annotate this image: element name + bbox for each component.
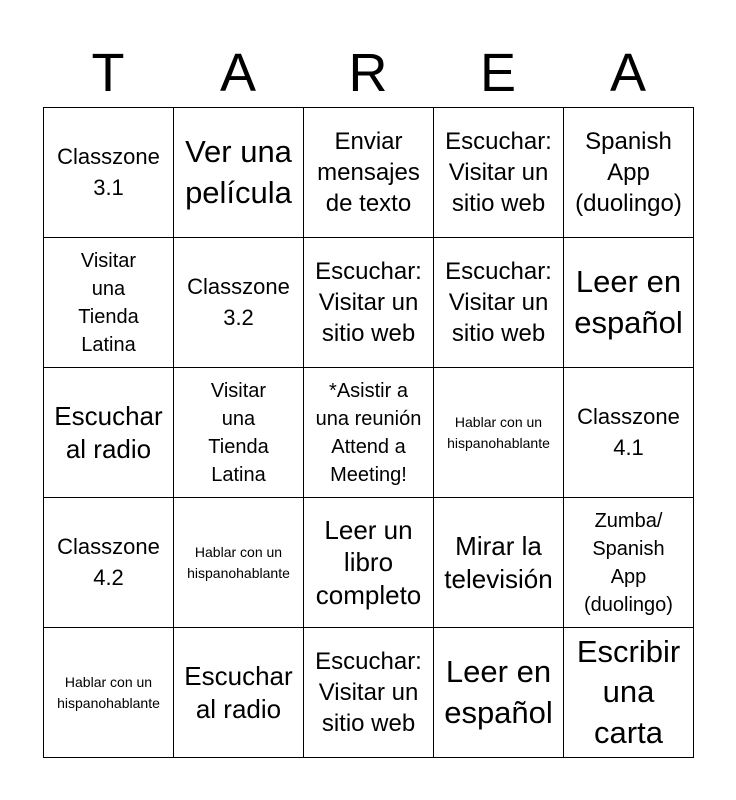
- cell-text: Zumba/ Spanish App (duolingo): [584, 509, 673, 616]
- header-letter-t: T: [91, 43, 125, 103]
- cell-text: Visitar una Tienda Latina: [78, 249, 139, 356]
- bingo-cell-r1c4: [434, 108, 564, 238]
- bingo-cell-r3c3: [304, 368, 434, 498]
- bingo-cell-r1c1: [44, 108, 174, 238]
- cell-text: Visitar una Tienda Latina: [208, 379, 269, 486]
- cell-text: Escuchar al radio: [184, 661, 293, 724]
- bingo-cell-r5c4: [434, 628, 564, 758]
- bingo-cell-r4c4: [434, 498, 564, 628]
- bingo-header: [43, 40, 693, 106]
- cell-text: Leer en español: [574, 264, 683, 340]
- cell-text: Hablar con un hispanohablante: [57, 674, 160, 711]
- bingo-cell-r1c3: [304, 108, 434, 238]
- cell-text: Classzone 4.2: [57, 533, 160, 590]
- bingo-cell-r2c1: [44, 238, 174, 368]
- cell-text: Escuchar: Visitar un sitio web: [315, 257, 422, 348]
- cell-text: Hablar con un hispanohablante: [447, 414, 550, 451]
- cell-text: *Asistir a una reunión Attend a Meeting!: [315, 379, 422, 486]
- cell-text: Leer un libro completo: [315, 514, 422, 610]
- cell-text: Escuchar: Visitar un sitio web: [445, 127, 552, 218]
- bingo-cell-r4c1: [44, 498, 174, 628]
- bingo-cell-r3c4: [434, 368, 564, 498]
- bingo-board: [43, 107, 694, 758]
- cell-text: Mirar la televisión: [444, 531, 553, 594]
- cell-text: Classzone 3.2: [187, 273, 290, 330]
- bingo-cell-r4c2: [174, 498, 304, 628]
- bingo-cell-r3c2: [174, 368, 304, 498]
- header-letter-a2: A: [609, 43, 647, 103]
- header-letter-r: R: [348, 43, 388, 103]
- cell-text: Enviar mensajes de texto: [317, 127, 420, 218]
- bingo-cell-r2c5: [564, 238, 694, 368]
- header-letter-a: A: [219, 43, 257, 103]
- cell-text: Escuchar al radio: [54, 401, 163, 464]
- bingo-cell-r5c1: [44, 628, 174, 758]
- cell-text: Escuchar: Visitar un sitio web: [315, 647, 422, 738]
- bingo-cell-r4c5: [564, 498, 694, 628]
- bingo-cell-r2c3: [304, 238, 434, 368]
- bingo-cell-r3c1: [44, 368, 174, 498]
- cell-text: Escuchar: Visitar un sitio web: [445, 257, 552, 348]
- header-letter-e: E: [479, 43, 517, 103]
- bingo-cell-r5c2: [174, 628, 304, 758]
- cell-text: Classzone 4.1: [577, 403, 680, 460]
- cell-text: Leer en español: [444, 654, 553, 730]
- cell-text: Spanish App (duolingo): [575, 127, 682, 218]
- cell-text: Classzone 3.1: [57, 143, 160, 200]
- bingo-cell-r2c2: [174, 238, 304, 368]
- bingo-cell-r1c2: [174, 108, 304, 238]
- bingo-cell-r4c3: [304, 498, 434, 628]
- cell-text: Hablar con un hispanohablante: [187, 544, 290, 581]
- cell-text: Escribir una carta: [576, 634, 681, 750]
- bingo-cell-r3c5: [564, 368, 694, 498]
- bingo-cell-r1c5: [564, 108, 694, 238]
- bingo-cell-r5c5: [564, 628, 694, 758]
- bingo-cell-r2c4: [434, 238, 564, 368]
- bingo-cell-r5c3: [304, 628, 434, 758]
- cell-text: Ver una película: [185, 134, 292, 210]
